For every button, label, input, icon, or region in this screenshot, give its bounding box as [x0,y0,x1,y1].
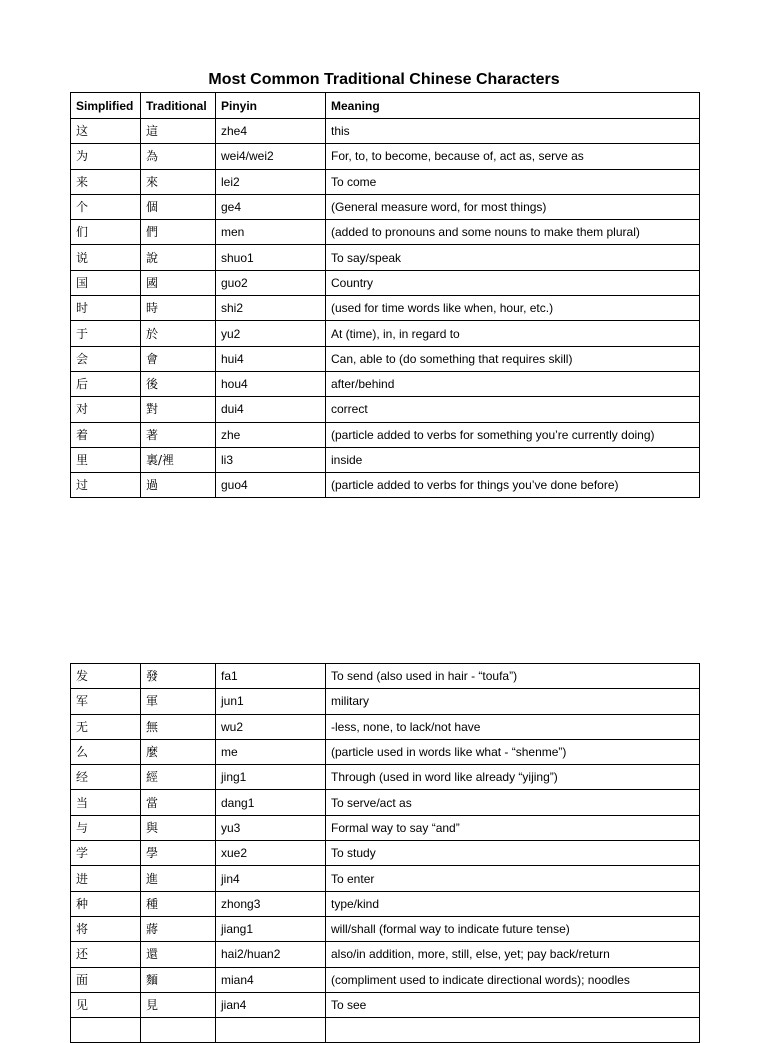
header-traditional: Traditional [141,93,216,119]
cell-meaning: Through (used in word like already “yijing”) [326,765,700,790]
table-row [71,371,700,396]
cell-traditional: 後 [141,371,216,396]
table-row [71,296,700,321]
cell-simplified: 于 [71,321,141,346]
cell-simplified: 面 [71,967,141,992]
table-row [71,245,700,270]
table-row [71,942,700,967]
cell-meaning: will/shall (formal way to indicate future tense) [326,916,700,941]
cell-pinyin: shuo1 [216,245,326,270]
cell-simplified: 无 [71,714,141,739]
table-row [71,790,700,815]
cell-pinyin: xue2 [216,841,326,866]
cell-meaning: (General measure word, for most things) [326,194,700,219]
cell-traditional: 麼 [141,739,216,764]
cell-traditional: 軍 [141,689,216,714]
cell-meaning: Can, able to (do something that requires skill) [326,346,700,371]
cell-traditional: 時 [141,296,216,321]
cell-pinyin: shi2 [216,296,326,321]
cell-traditional: 國 [141,270,216,295]
cell-meaning: (particle added to verbs for something you’re currently doing) [326,422,700,447]
cell-simplified: 后 [71,371,141,396]
cell-simplified: 会 [71,346,141,371]
table-row [71,422,700,447]
cell-pinyin: guo4 [216,473,326,498]
cell-simplified: 时 [71,296,141,321]
cell-pinyin: hai2/huan2 [216,942,326,967]
cell-simplified: 这 [71,119,141,144]
cell-simplified: 来 [71,169,141,194]
table-row [71,447,700,472]
cell-pinyin: dui4 [216,397,326,422]
cell-traditional: 當 [141,790,216,815]
cell-traditional: 過 [141,473,216,498]
characters-table-1 [70,92,700,498]
table-2-body [71,664,700,1043]
cell-traditional: 無 [141,714,216,739]
cell-pinyin: fa1 [216,664,326,689]
table-row [71,270,700,295]
table-row [71,664,700,689]
cell-simplified: 学 [71,841,141,866]
cell-meaning: To serve/act as [326,790,700,815]
cell-traditional: 對 [141,397,216,422]
cell-traditional: 蔣 [141,916,216,941]
cell-meaning: To see [326,992,700,1017]
cell-pinyin: mian4 [216,967,326,992]
table-row [71,169,700,194]
table-row [71,739,700,764]
table-row [71,1018,700,1043]
table-row [71,119,700,144]
cell-meaning: (added to pronouns and some nouns to make them plural) [326,220,700,245]
cell-meaning: Country [326,270,700,295]
cell-meaning: (compliment used to indicate directional words); noodles [326,967,700,992]
cell-traditional: 經 [141,765,216,790]
page-title: Most Common Traditional Chinese Characters [208,71,560,88]
cell-meaning: inside [326,447,700,472]
cell-meaning: military [326,689,700,714]
cell-meaning: this [326,119,700,144]
table-row [71,815,700,840]
cell-meaning: also/in addition, more, still, else, yet; pay back/return [326,942,700,967]
cell-pinyin: jiang1 [216,916,326,941]
cell-traditional: 著 [141,422,216,447]
cell-pinyin: zhe [216,422,326,447]
cell-simplified: 着 [71,422,141,447]
cell-traditional: 裏/裡 [141,447,216,472]
cell-traditional: 個 [141,194,216,219]
cell-simplified: 个 [71,194,141,219]
cell-traditional: 還 [141,942,216,967]
table-row [71,397,700,422]
cell-simplified: 为 [71,144,141,169]
cell-pinyin: men [216,220,326,245]
cell-meaning: after/behind [326,371,700,396]
cell-traditional: 與 [141,815,216,840]
table-row [71,144,700,169]
cell-pinyin [216,1018,326,1043]
table-row [71,714,700,739]
table-row [71,891,700,916]
characters-table-2 [70,663,700,1043]
cell-pinyin: li3 [216,447,326,472]
cell-simplified: 与 [71,815,141,840]
table-row [71,346,700,371]
table-header-row [71,93,700,119]
cell-simplified: 国 [71,270,141,295]
cell-simplified: 进 [71,866,141,891]
cell-simplified: 还 [71,942,141,967]
cell-meaning: (particle added to verbs for things you’ve done before) [326,473,700,498]
cell-traditional: 們 [141,220,216,245]
header-simplified: Simplified [71,93,141,119]
cell-pinyin: dang1 [216,790,326,815]
cell-traditional: 種 [141,891,216,916]
table-row [71,866,700,891]
cell-traditional: 進 [141,866,216,891]
cell-simplified: 见 [71,992,141,1017]
cell-pinyin: ge4 [216,194,326,219]
table-row [71,916,700,941]
cell-meaning: To study [326,841,700,866]
cell-pinyin: hui4 [216,346,326,371]
cell-meaning: To send (also used in hair - “toufa”) [326,664,700,689]
cell-simplified: 里 [71,447,141,472]
cell-meaning: To enter [326,866,700,891]
cell-simplified: 将 [71,916,141,941]
cell-simplified: 当 [71,790,141,815]
table-row [71,841,700,866]
cell-meaning: type/kind [326,891,700,916]
cell-traditional: 於 [141,321,216,346]
cell-simplified: 们 [71,220,141,245]
table-row [71,473,700,498]
table-row [71,967,700,992]
cell-pinyin: jing1 [216,765,326,790]
cell-meaning: At (time), in, in regard to [326,321,700,346]
cell-pinyin: guo2 [216,270,326,295]
cell-meaning: correct [326,397,700,422]
cell-pinyin: yu2 [216,321,326,346]
cell-traditional: 為 [141,144,216,169]
cell-simplified: 军 [71,689,141,714]
cell-simplified: 经 [71,765,141,790]
cell-traditional: 說 [141,245,216,270]
cell-pinyin: jun1 [216,689,326,714]
cell-traditional: 來 [141,169,216,194]
cell-meaning: For, to, to become, because of, act as, serve as [326,144,700,169]
table-row [71,194,700,219]
table-row [71,220,700,245]
cell-pinyin: zhong3 [216,891,326,916]
cell-simplified: 对 [71,397,141,422]
cell-simplified: 说 [71,245,141,270]
cell-pinyin: lei2 [216,169,326,194]
cell-meaning: (used for time words like when, hour, etc.) [326,296,700,321]
cell-pinyin: wu2 [216,714,326,739]
cell-meaning: To say/speak [326,245,700,270]
cell-pinyin: me [216,739,326,764]
cell-simplified: 种 [71,891,141,916]
table-row [71,765,700,790]
cell-traditional: 見 [141,992,216,1017]
cell-pinyin: wei4/wei2 [216,144,326,169]
table-row [71,992,700,1017]
cell-meaning: Formal way to say “and” [326,815,700,840]
cell-pinyin: yu3 [216,815,326,840]
header-pinyin: Pinyin [216,93,326,119]
cell-simplified [71,1018,141,1043]
cell-pinyin: zhe4 [216,119,326,144]
cell-traditional: 發 [141,664,216,689]
cell-traditional: 麵 [141,967,216,992]
cell-traditional [141,1018,216,1043]
cell-pinyin: hou4 [216,371,326,396]
table-row [71,321,700,346]
cell-pinyin: jian4 [216,992,326,1017]
cell-meaning: -less, none, to lack/not have [326,714,700,739]
cell-traditional: 會 [141,346,216,371]
cell-meaning: To come [326,169,700,194]
cell-meaning: (particle used in words like what - “shenme”) [326,739,700,764]
cell-pinyin: jin4 [216,866,326,891]
table-1-body [71,119,700,498]
cell-traditional: 這 [141,119,216,144]
cell-meaning [326,1018,700,1043]
header-meaning: Meaning [326,93,700,119]
cell-simplified: 么 [71,739,141,764]
table-row [71,689,700,714]
cell-simplified: 过 [71,473,141,498]
cell-traditional: 學 [141,841,216,866]
cell-simplified: 发 [71,664,141,689]
